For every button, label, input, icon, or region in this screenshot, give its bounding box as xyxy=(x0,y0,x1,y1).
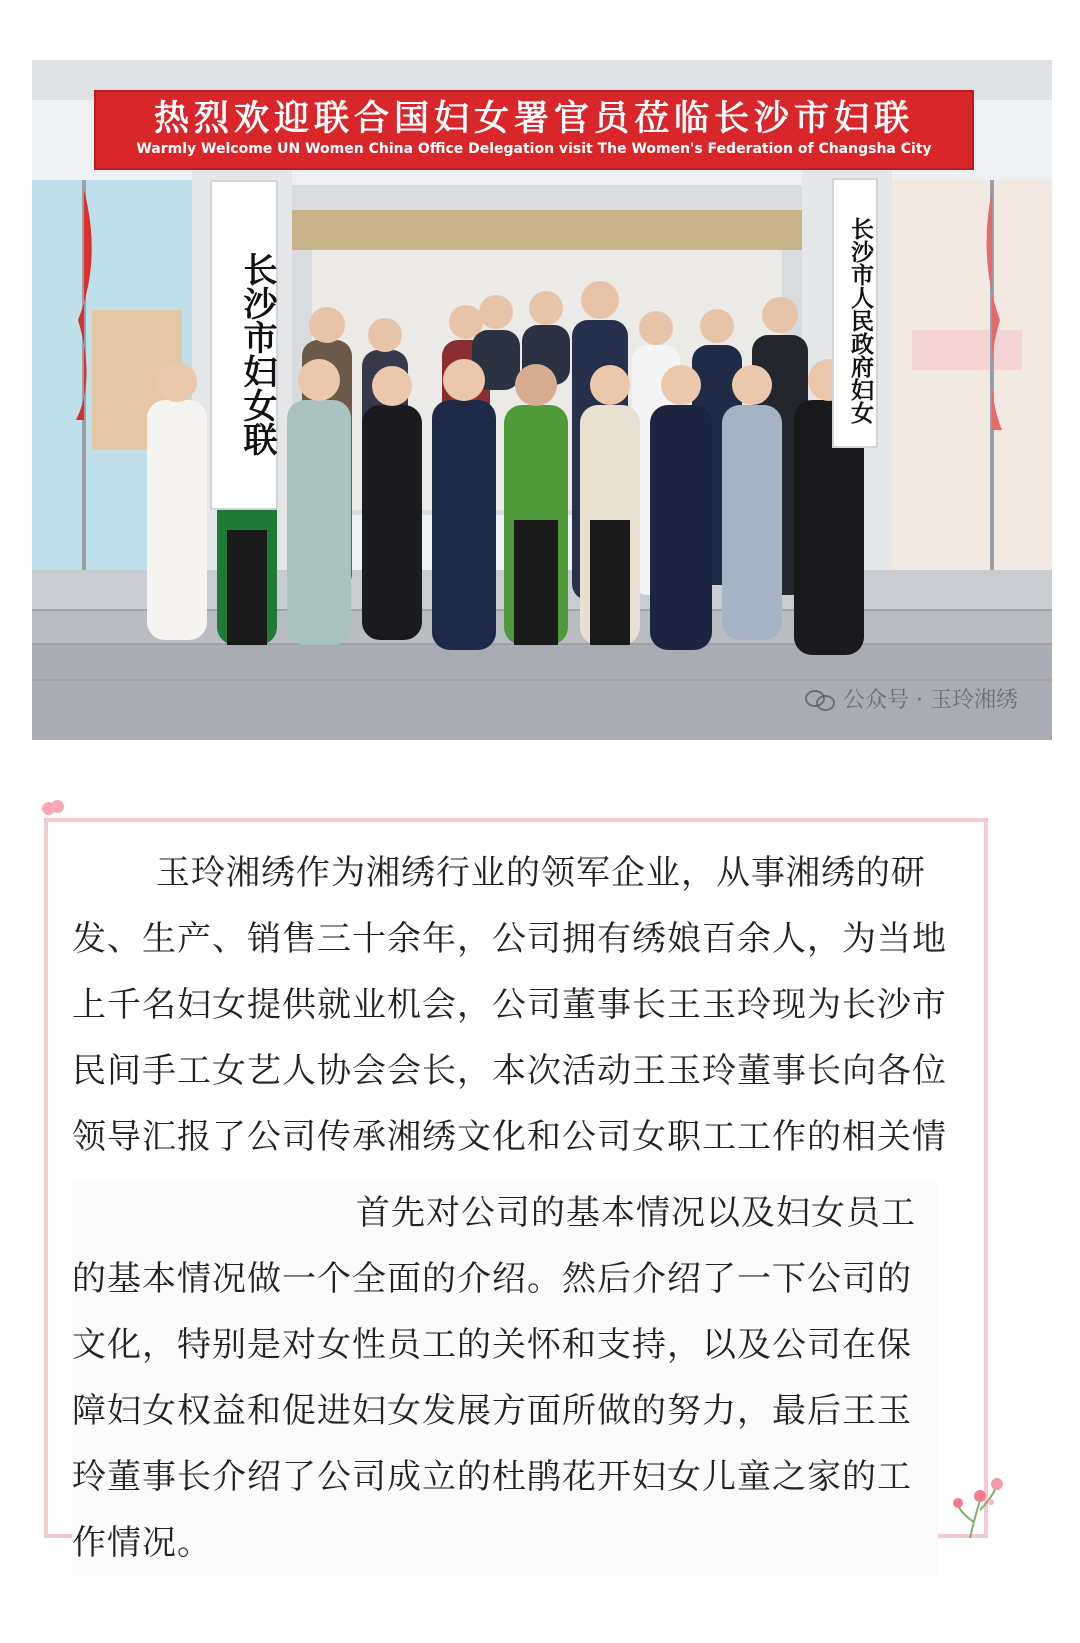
left-vertical-sign: 长沙市妇女联 xyxy=(210,180,278,510)
group-photo xyxy=(32,60,1052,740)
flower-decoration-icon xyxy=(950,1470,1010,1540)
banner-chinese-text: 热烈欢迎联合国妇女署官员莅临长沙市妇联 xyxy=(153,99,914,139)
article-paragraph-2: 首先对公司的基本情况以及妇女员工的基本情况做一个全面的介绍。然后介绍了一下公司的文化，特别是对女性员工的关怀和支持，以及公司在保障妇女权益和促进妇女发展方面所做的努力，最后王玉玲董事长介绍了公司成立的杜鹃花开妇女儿童之家的工作情况。 xyxy=(72,1180,938,1576)
wechat-icon xyxy=(805,688,835,710)
heart-decoration-icon xyxy=(42,800,68,818)
welcome-banner xyxy=(94,90,974,170)
article-paragraph-1: 玉玲湘绣作为湘绣行业的领军企业，从事湘绣的研发、生产、销售三十余年，公司拥有绣娘百余人，为当地上千名妇女提供就业机会，公司董事长王玉玲现为长沙市民间手工女艺人协会会长，本次活动王玉玲董事长向各位领导汇报了公司传承湘绣文化和公司女职工工作的相关情 xyxy=(72,853,947,1157)
watermark-text: 公众号 · 玉玲湘绣 xyxy=(843,688,1018,713)
banner-english-text: Warmly Welcome UN Women China Office Delegation visit The Women's Federation of Changsha City xyxy=(136,141,932,157)
right-vertical-sign: 长沙市人民政府妇女 xyxy=(832,178,878,448)
watermark xyxy=(805,683,1018,714)
